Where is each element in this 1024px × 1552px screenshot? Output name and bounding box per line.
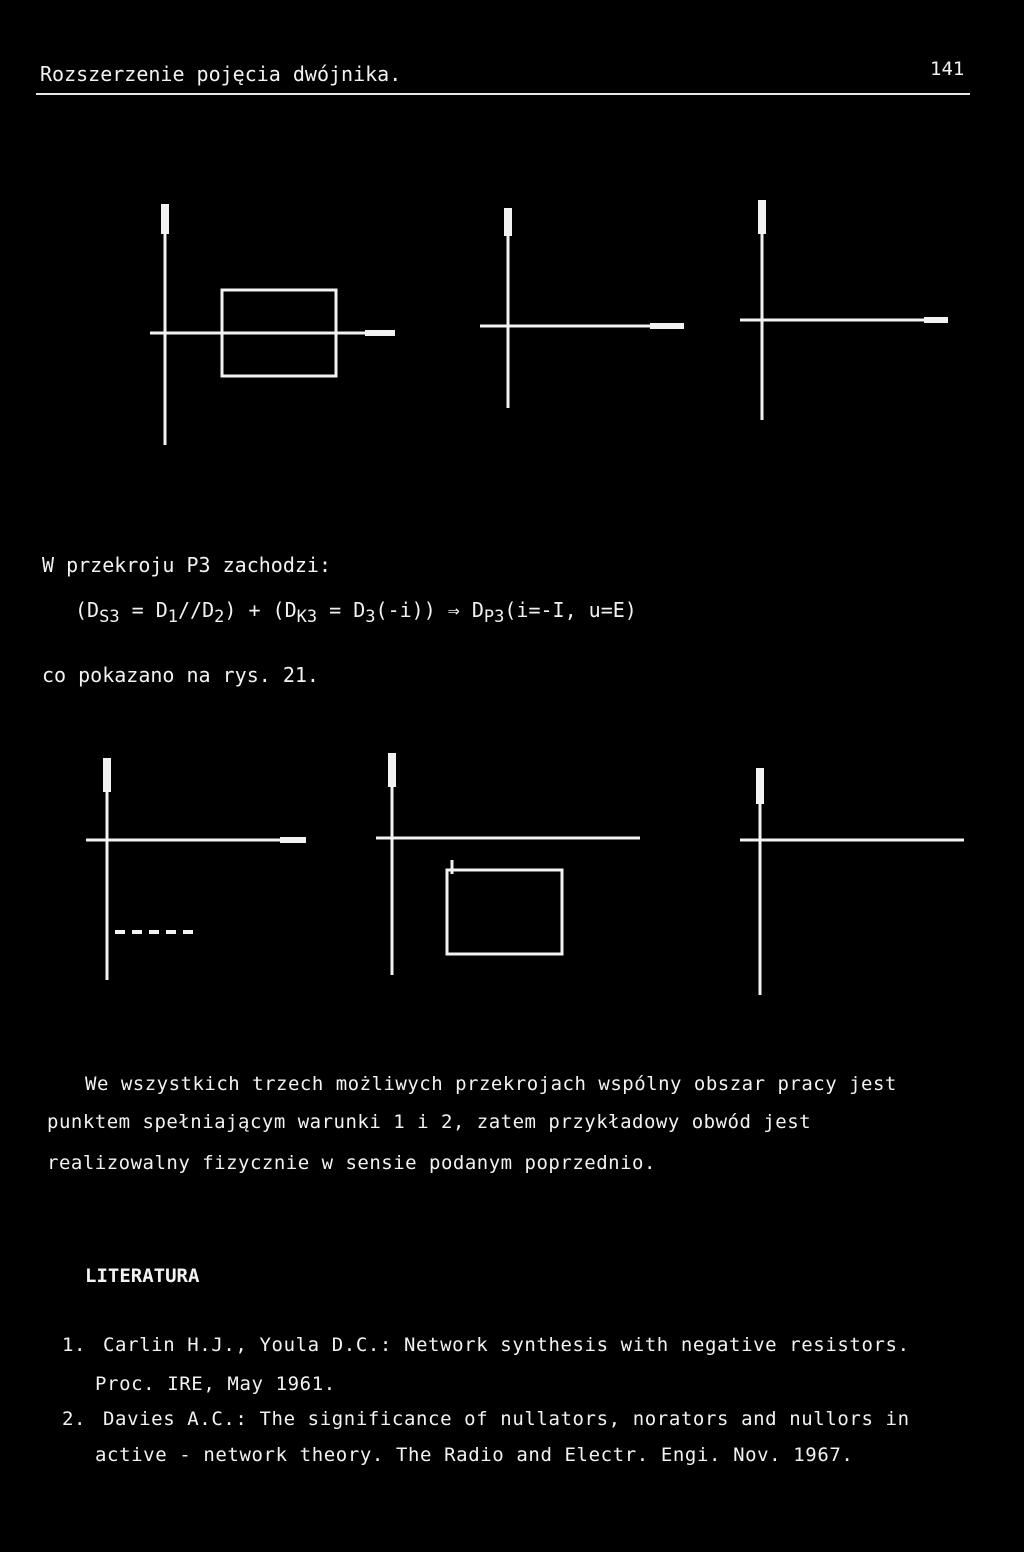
formula-subscript: S3 (99, 607, 120, 627)
diagram-3 (740, 200, 948, 420)
formula-part: //D (178, 598, 215, 622)
formula-subscript: 3 (365, 607, 376, 627)
formula-part: = D (317, 598, 366, 622)
formula-part: (i=-I, u=E) (504, 598, 637, 622)
reference-number: 1. (62, 1334, 87, 1356)
p3-intro: W przekroju P3 zachodzi: (42, 553, 331, 577)
formula-part: ) + (D (224, 598, 297, 622)
formula-subscript: 1 (167, 607, 178, 627)
paragraph-line: realizowalny fizycznie w sensie podanym poprzednio. (47, 1152, 656, 1174)
header-rule (36, 93, 970, 95)
reference-text: active - network theory. The Radio and Electr. Engi. Nov. 1967. (95, 1444, 854, 1466)
diagram-1 (150, 204, 395, 445)
paragraph-line: punktem spełniającym warunki 1 i 2, zatem przykładowy obwód jest (47, 1111, 812, 1133)
formula-part: (D (75, 598, 100, 622)
literature-heading: LITERATURA (85, 1265, 200, 1287)
diagram-2 (480, 208, 684, 408)
reference-text: Proc. IRE, May 1961. (95, 1373, 336, 1395)
reference-number: 2. (62, 1408, 87, 1430)
formula-subscript: K3 (296, 607, 318, 627)
reference-text: Davies A.C.: The significance of nullators, norators and nullors in (103, 1408, 910, 1430)
running-header-title: Rozszerzenie pojęcia dwójnika. (40, 62, 402, 86)
diagram-6 (740, 768, 964, 995)
diagram-4 (86, 758, 306, 980)
figure-top-row (0, 190, 1024, 460)
figure-caption: co pokazano na rys. 21. (42, 663, 319, 687)
formula-subscript: 2 (214, 607, 225, 627)
formula-part: (-i)) ⇒ D (375, 598, 484, 622)
formula (75, 598, 637, 627)
figure-bottom-row (0, 740, 1024, 1010)
formula-subscript: P3 (483, 607, 505, 627)
page-number: 141 (930, 58, 965, 80)
formula-part: = D (119, 598, 168, 622)
diagram-5 (376, 753, 640, 975)
reference-text: Carlin H.J., Youla D.C.: Network synthesis with negative resistors. (103, 1334, 910, 1356)
paragraph-line: We wszystkich trzech możliwych przekrojach wspólny obszar pracy jest (85, 1073, 897, 1095)
